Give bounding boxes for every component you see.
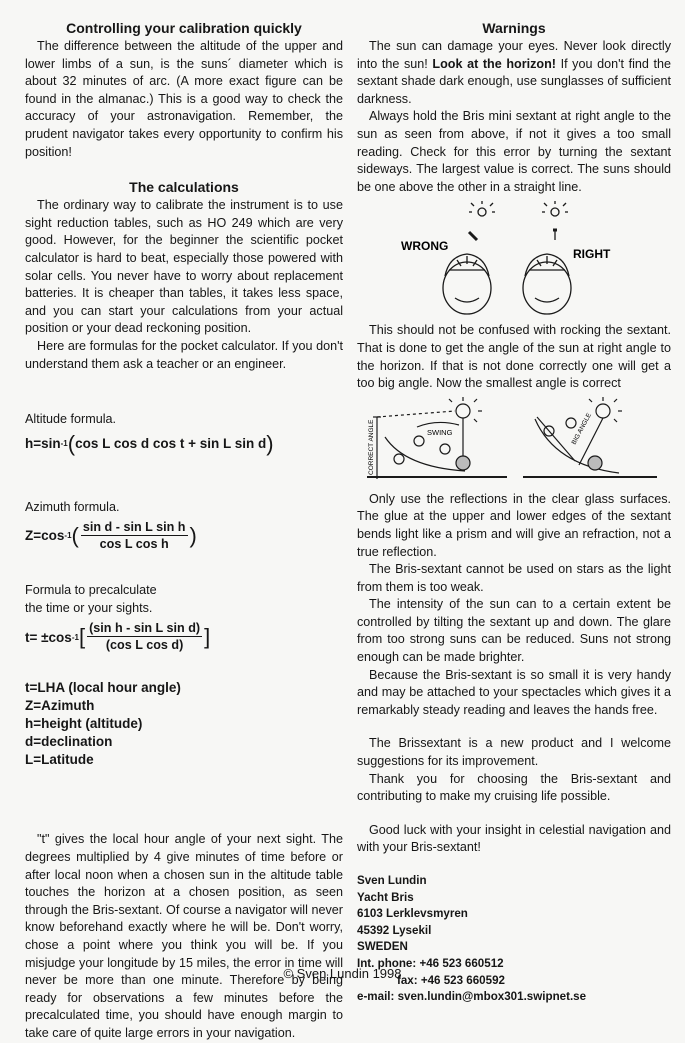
altitude-body: cos L cos d cos t + sin L sin d: [75, 435, 267, 451]
wrong-head-illustration: [443, 201, 495, 314]
contact-email[interactable]: e-mail: sven.lundin@mbox301.swipnet.se: [357, 990, 587, 1004]
right-label: RIGHT: [573, 247, 611, 262]
precalc-numerator: (sin h - sin L sin d): [89, 621, 201, 636]
rocking-paragraph: This should not be confused with rocking the sextant. That is done to get the angle of the sun at right angle to the horizon. If that is not done correctly one will get a too big angle. Now the smallest angle is correct: [357, 323, 671, 391]
azimuth-exponent: -1: [64, 531, 72, 541]
rocking-figure: [357, 397, 671, 489]
contact-country: SWEDEN: [357, 940, 408, 954]
calculations-heading: The calculations: [129, 179, 239, 196]
azimuth-lhs: Z=cos: [25, 528, 65, 544]
stars-paragraph: The Bris-sextant cannot be used on stars as the light from them is too weak.: [357, 562, 671, 594]
correct-angle-label: CORRECT ANGLE: [368, 419, 375, 475]
precalc-label-line2: the time or your sights.: [25, 600, 153, 615]
azimuth-denominator: cos L cos h: [99, 537, 169, 552]
intensity-paragraph: The intensity of the sun can to a certain extent be controlled by tilting the sextant up and down. The glare from too strong suns can be reduced. Suns not strong enough can be made brighter.: [357, 597, 671, 665]
spectacles-paragraph: Because the Bris-sextant is so small it is very handy and may be attached to your spectacles which gives it a remarkably steady reading and leaves the hands free.: [357, 667, 671, 717]
contact-boat: Yacht Bris: [357, 890, 414, 904]
big-angle-illustration: [523, 397, 657, 477]
precalc-exponent: -1: [71, 632, 79, 642]
right-column: [357, 18, 671, 1006]
calculations-paragraph: The ordinary way to calibrate the instrument is to use sight reduction tables, such as HO 249 which are very good. However, for the beginner the scientific pocket calculator is hard to beat, especially those powered with solar cells. You never have to worry about replacement batteries. It is cheaper than tables, it takes less space, and you can start your calculations from your actual position or your dead reckoning position.: [25, 198, 343, 336]
copyright-footer: © Sven Lundin 1998: [283, 966, 402, 981]
definition-azimuth: Z=Azimuth: [25, 698, 95, 714]
warning-sun-text: The sun can damage your eyes. Never look directly into the sun!: [357, 39, 671, 71]
definition-height: h=height (altitude): [25, 716, 143, 732]
precalc-denominator: (cos L cos d): [105, 638, 184, 653]
azimuth-formula: Z=cos -1 ( $\frac{\text{sin d - sin L sin h}}{\text{cos L cos h}}$ ): [25, 520, 197, 552]
altitude-exponent: -1: [60, 438, 68, 448]
holding-angle-figure: [357, 198, 671, 318]
thank-you-paragraph: Thank you for choosing the Bris-sextant and contributing to make my cruising life possible.: [357, 771, 671, 804]
new-product-paragraph: The Brissextant is a new product and I welcome suggestions for its improvement.: [357, 736, 671, 769]
contact-name: Sven Lundin: [357, 874, 427, 887]
contact-city: 45392 Lysekil: [357, 923, 432, 937]
precalc-formula: t= ±cos -1 [ $\frac{\text{(sin h - sin L sin d)}}{\text{(cos L cos d)}}$ ]: [25, 621, 211, 653]
swing-label: SWING: [427, 427, 453, 437]
calibration-paragraph: The difference between the altitude of the upper and lower limbs of a sun, is the suns´ diameter which is about 32 minutes of arc. (A more exact figure can be found in the almanac.) This is a good way to check the accuracy of your astronavigation. Remember, the prudent navigator takes every opportunity to confirm his position!: [25, 39, 343, 159]
calibration-heading: Controlling your calibration quickly: [66, 20, 302, 36]
altitude-lhs: h=sin: [25, 435, 61, 451]
reflections-paragraph: Only use the reflections in the clear glass surfaces. The glue at the upper and lower edges of the sextant bends light like a prism and will give an refraction, not a true reflection.: [357, 491, 671, 559]
big-angle-label: BIG ANGLE: [570, 411, 594, 446]
warnings-heading: Warnings: [482, 20, 546, 36]
altitude-formula-label: Altitude formula.: [25, 412, 116, 427]
precalc-label-line1: Formula to precalculate: [25, 583, 157, 598]
warning-shade-text: If you don't find the sextant shade dark enough, use sunglasses of sufficient darkness.: [357, 56, 671, 106]
azimuth-numerator: sin d - sin L sin h: [82, 520, 186, 535]
right-angle-paragraph: Always hold the Bris mini sextant at right angle to the sun as seen from above, if not it gives a too small reading. Check for this error by turning the sextant sideways. The largest value is correct. The suns should be one above the other in a straight line.: [357, 109, 671, 194]
azimuth-fraction: [81, 520, 188, 552]
azimuth-formula-label: Azimuth formula.: [25, 499, 120, 514]
contact-street: 6103 Lerklevsmyren: [357, 907, 468, 921]
formulas-intro-paragraph: Here are formulas for the pocket calculator. If you don't understand them ask a teacher or an engineer.: [25, 338, 343, 371]
definition-declination: d=declination: [25, 734, 113, 750]
warnings-paragraph: [357, 38, 671, 108]
precalc-lhs: t= ±cos: [25, 629, 72, 645]
right-head-illustration: [523, 201, 571, 314]
wrong-label: WRONG: [401, 239, 449, 254]
definition-lha: t=LHA (local hour angle): [25, 680, 181, 696]
warning-horizon-text: Look at the horizon!: [432, 56, 556, 71]
good-luck-paragraph: Good luck with your insight in celestial navigation and with your Bris-sextant!: [357, 822, 671, 855]
definition-latitude: L=Latitude: [25, 752, 94, 768]
variable-definitions: [25, 679, 343, 769]
contact-phone: Int. phone: +46 523 660512: [357, 956, 504, 970]
precalc-fraction: [87, 621, 202, 653]
local-hour-angle-paragraph: "t" gives the local hour angle of your next sight. The degrees multiplied by 4 give minutes of time before or after local noon when a chosen sun in the altitude table touches the horizon at a chosen position, as seen through the Bris-sextant. Of course a navigator will never know beforehand exactly where he will be. Don't worry, chose a point where you think you will be. If you misjudge your longitude by 15 miles, the error in time will never be more than one minute. Therefore by being ready for observations a few minutes before the precalculated time, you should have enough margin to take care of quite large errors in your navigation.: [25, 832, 343, 1040]
contact-block: [357, 873, 671, 1006]
altitude-formula: h=sin -1 ( cos L cos d cos t + sin L sin d ): [25, 430, 274, 456]
correct-angle-illustration: [367, 397, 507, 479]
left-column: [25, 18, 343, 1043]
contact-fax: fax: +46 523 660592: [397, 973, 505, 987]
